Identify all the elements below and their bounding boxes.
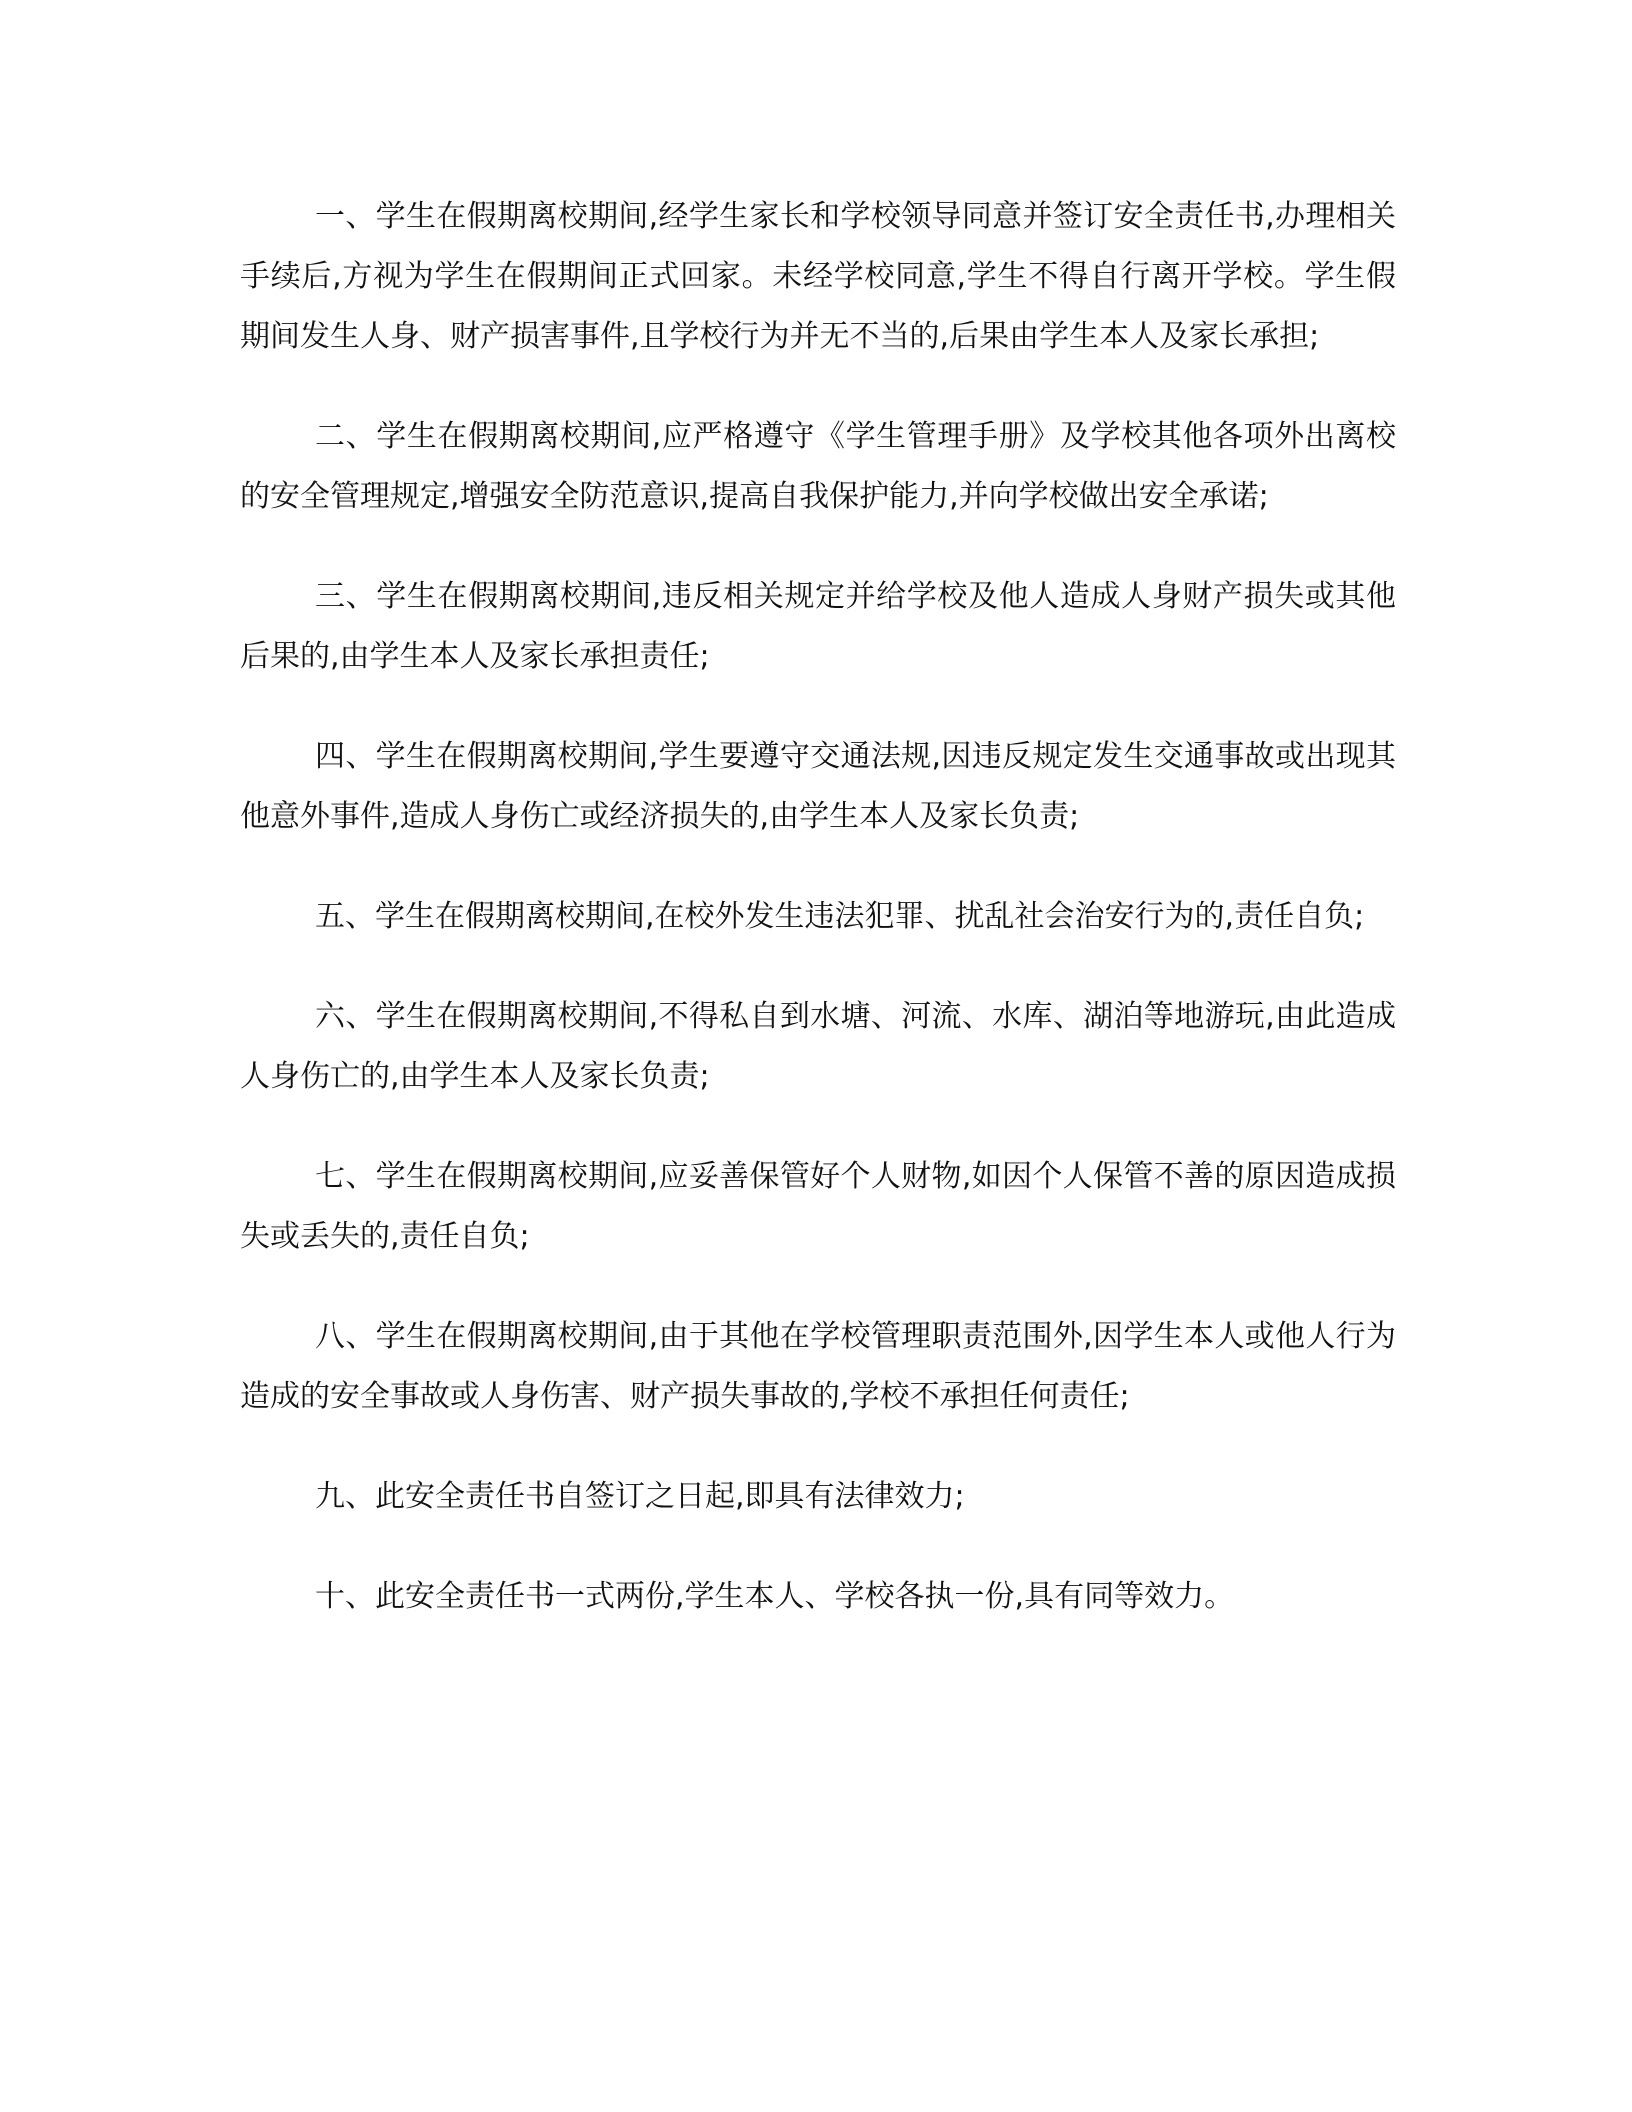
clause-8: 八、学生在假期离校期间,由于其他在学校管理职责范围外,因学生本人或他人行为造成的安全事故或人身伤害、财产损失事故的,学校不承担任何责任; — [240, 1319, 1396, 1414]
clause-4: 四、学生在假期离校期间,学生要遵守交通法规,因违反规定发生交通事故或出现其他意外事件,造成人身伤亡或经济损失的,由学生本人及家长负责; — [240, 739, 1396, 834]
clause-7: 七、学生在假期离校期间,应妥善保管好个人财物,如因个人保管不善的原因造成损失或丢失的,责任自负; — [240, 1159, 1396, 1254]
clause-5: 五、学生在假期离校期间,在校外发生违法犯罪、扰乱社会治安行为的,责任自负; — [315, 899, 1365, 934]
document-body — [240, 187, 1396, 1667]
clause-9: 九、此安全责任书自签订之日起,即具有法律效力; — [315, 1479, 965, 1514]
clause-10: 十、此安全责任书一式两份,学生本人、学校各执一份,具有同等效力。 — [315, 1579, 1235, 1614]
clause-2: 二、学生在假期离校期间,应严格遵守《学生管理手册》及学校其他各项外出离校的安全管理规定,增强安全防范意识,提高自我保护能力,并向学校做出安全承诺; — [240, 419, 1396, 514]
clause-1: 一、学生在假期离校期间,经学生家长和学校领导同意并签订安全责任书,办理相关手续后,方视为学生在假期间正式回家。未经学校同意,学生不得自行离开学校。学生假期间发生人身、财产损害事件,且学校行为并无不当的,后果由学生本人及家长承担; — [240, 199, 1396, 354]
clause-6: 六、学生在假期离校期间,不得私自到水塘、河流、水库、湖泊等地游玩,由此造成人身伤亡的,由学生本人及家长负责; — [240, 999, 1396, 1094]
clause-3: 三、学生在假期离校期间,违反相关规定并给学校及他人造成人身财产损失或其他后果的,由学生本人及家长承担责任; — [240, 579, 1396, 674]
